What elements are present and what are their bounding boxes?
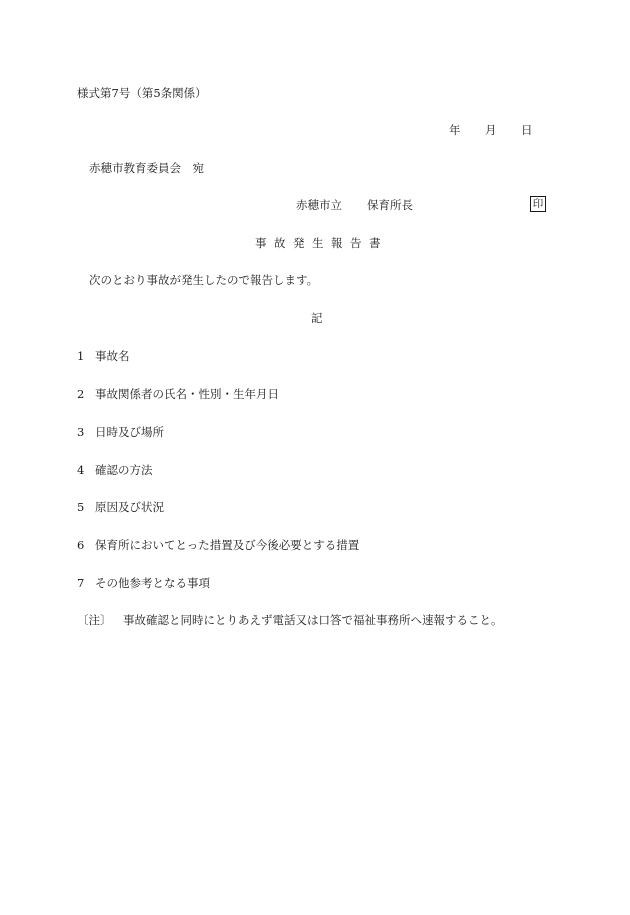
form-number: 様式第7号（第5条関係）: [77, 86, 207, 100]
list-item: [77, 387, 279, 401]
list-item: [77, 500, 164, 514]
item-number: 1: [77, 349, 85, 363]
item-number: 2: [77, 387, 85, 401]
item-label: 事故関係者の氏名・性別・生年月日: [95, 387, 279, 401]
list-item: [77, 463, 153, 477]
item-label: 保育所においてとった措置及び今後必要とする措置: [95, 538, 360, 552]
seal-mark: 印: [530, 196, 546, 212]
item-label: 事故名: [95, 349, 130, 363]
reporter-title: 保育所長: [367, 198, 413, 212]
item-label: 原因及び状況: [95, 500, 164, 514]
date-year-label: 年: [449, 123, 461, 137]
reporter-city: 赤穂市立: [296, 198, 342, 212]
note-text: 事故確認と同時にとりあえず電話又は口答で福祉事務所へ速報すること。: [123, 613, 503, 627]
item-number: 3: [77, 425, 85, 439]
list-item: [77, 425, 164, 439]
item-label: 日時及び場所: [95, 425, 164, 439]
item-label: その他参考となる事項: [95, 576, 210, 590]
item-number: 6: [77, 538, 85, 552]
note-label: 〔注〕: [77, 613, 112, 627]
list-item: [77, 349, 130, 363]
date-day-label: 日: [521, 123, 533, 137]
addressee: 赤穂市教育委員会 宛: [89, 161, 204, 175]
item-label: 確認の方法: [95, 463, 153, 477]
list-item: [77, 576, 210, 590]
intro-text: 次のとおり事故が発生したので報告します。: [89, 273, 319, 287]
list-item: [77, 538, 359, 552]
date-month-label: 月: [485, 123, 497, 137]
ki-heading: 記: [311, 311, 323, 325]
document-title: 事故発生報告書: [255, 236, 388, 250]
item-number: 4: [77, 463, 85, 477]
item-number: 7: [77, 576, 85, 590]
item-number: 5: [77, 500, 85, 514]
